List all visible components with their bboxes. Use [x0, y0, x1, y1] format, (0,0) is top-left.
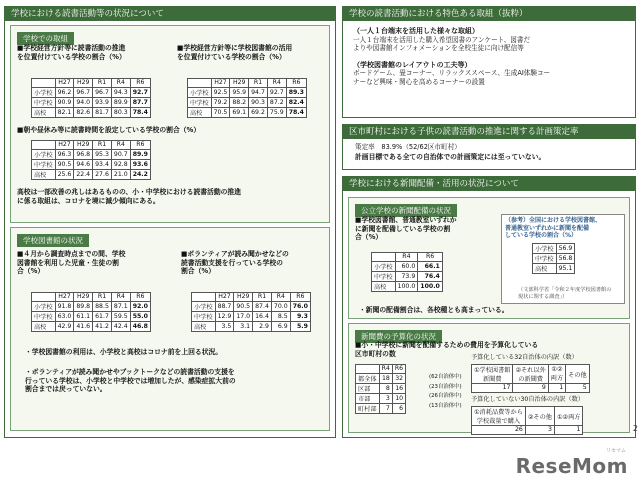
table-cell: 100.0 — [395, 281, 418, 291]
row-label: 中学校 — [188, 97, 212, 107]
table-row — [356, 373, 406, 383]
table-cell: 78.4 — [130, 107, 150, 117]
table-header-cell: その他 — [566, 365, 590, 384]
features-p2-l2: ナーなど興味・関心を高めるコーナーの設置 — [353, 77, 485, 86]
table-row — [188, 97, 307, 107]
efforts-note: 高校は一部改善の兆しはあるものの、小・中学校における読書活動の推進 に係る取組は、コロナを境に減少傾向にある。 — [17, 188, 242, 205]
table-cell: 55.0 — [130, 311, 150, 321]
table-cell: 79.2 — [211, 97, 230, 107]
table-row — [32, 107, 151, 117]
table-header-cell — [188, 79, 212, 88]
table-header-cell: R6 — [286, 79, 306, 88]
row-label: 中学校 — [32, 311, 56, 321]
table-header-cell — [192, 293, 216, 302]
table-cell: 96.8 — [74, 149, 93, 159]
table-cell: 76.0 — [290, 301, 310, 311]
table-row — [533, 254, 575, 264]
table-cell: 3 — [525, 426, 554, 435]
table-cell: 95.9 — [230, 87, 249, 97]
table-header-cell: ①学校図書館 新聞費 — [472, 365, 513, 384]
table-header-cell: R6 — [130, 293, 150, 302]
plan-panel — [342, 124, 636, 170]
row-note: (13自治体中) — [429, 402, 462, 409]
library-table2 — [191, 292, 311, 332]
row-note: (62自治体中) — [429, 374, 462, 380]
table-cell: 3 — [379, 393, 392, 403]
library-label: 学校図書館の状況 — [17, 234, 89, 247]
efforts-table1-title: ■学校経営方針等に読書活動の推進 を位置付けている学校の割合（%） — [17, 44, 126, 61]
table-cell: 8 — [379, 383, 392, 393]
table-header-cell: H27 — [215, 293, 234, 302]
features-p1-l1: 一人１台端末を活用した購入希望図書のアンケート、図書だ — [353, 35, 531, 44]
row-note: (26自治体中) — [429, 393, 462, 399]
table-cell: 73.9 — [395, 271, 418, 281]
row-label: 区部 — [356, 383, 380, 393]
table-cell: 3.5 — [215, 321, 234, 331]
breakdown2-table — [471, 406, 583, 435]
table-cell: 89.8 — [74, 301, 93, 311]
table-cell: 81.7 — [93, 107, 112, 117]
row-label: 小学校 — [32, 301, 56, 311]
efforts-table1 — [31, 78, 151, 118]
table-cell: 90.9 — [55, 97, 74, 107]
breakdown1-table — [471, 364, 590, 393]
table-row — [356, 403, 406, 413]
table-cell: 96.7 — [93, 87, 112, 97]
table-cell: 89.9 — [130, 149, 150, 159]
library-table2-title: ■ボランティアが読み聞かせなどの 読書活動支援を行っている学校の 割合（%） — [181, 250, 289, 275]
table-cell: 94.7 — [249, 87, 268, 97]
table-header-cell: H29 — [74, 293, 93, 302]
table-cell: 87.4 — [253, 301, 272, 311]
table-cell: 41.6 — [74, 321, 93, 331]
efforts-table3 — [31, 140, 151, 180]
table-cell: 3.1 — [234, 321, 253, 331]
row-label: 高校 — [372, 281, 396, 291]
row-label: 高校 — [188, 107, 212, 117]
table-header-row — [356, 365, 406, 374]
table-header-cell: H27 — [55, 293, 74, 302]
table-cell: 87.2 — [267, 97, 286, 107]
table-header-cell: ②それ以外 の新聞費 — [513, 365, 548, 384]
table-cell: 6 — [392, 403, 405, 413]
table-cell: 42.4 — [111, 321, 130, 331]
table-cell: 91.8 — [55, 301, 74, 311]
table-cell: 6.9 — [271, 321, 290, 331]
row-label: 小学校 — [533, 244, 557, 254]
table-header-cell: R4 — [111, 79, 130, 88]
table-cell: 88.7 — [215, 301, 234, 311]
table-header-row — [32, 141, 151, 150]
row-label: 高校 — [192, 321, 216, 331]
table-cell: 10 — [392, 393, 405, 403]
table-header-cell: H27 — [55, 141, 74, 150]
table-cell: 94.3 — [111, 87, 130, 97]
table-cell: 95.1 — [556, 264, 575, 274]
table-row — [188, 107, 307, 117]
reference-box — [501, 214, 625, 304]
table-header-cell — [32, 141, 56, 150]
plan-goal: 計画目標である全ての自治体での計画策定には至っていない。 — [355, 153, 546, 161]
table-header-cell: R4 — [379, 365, 392, 374]
table-cell: 5.9 — [290, 321, 310, 331]
table-cell: 1 — [554, 426, 582, 435]
table-cell: 93.4 — [93, 159, 112, 169]
features-h2: （学校図書館のレイアウトの工夫等） — [353, 60, 472, 69]
table-header-cell — [32, 79, 56, 88]
features-p1-l2: よりや図書館インフォメーションを全校生徒に向け配信等 — [353, 44, 524, 52]
distribution-desc: ■学校図書館、普通教室いずれか に新聞を配備している学校の割 合（%） — [355, 216, 457, 241]
table-cell: 90.7 — [111, 149, 130, 159]
newspaper-panel — [342, 176, 636, 438]
row-label: 中学校 — [32, 159, 56, 169]
row-label: 小学校 — [192, 301, 216, 311]
table-header-cell: R6 — [392, 365, 405, 374]
distribution-label: 公立学校の新聞配備の状況 — [355, 204, 457, 217]
table-cell: 41.2 — [93, 321, 112, 331]
row-label: 中学校 — [192, 311, 216, 321]
table-header-cell: R1 — [93, 79, 112, 88]
table-row — [533, 244, 575, 254]
row-label: 市部 — [356, 393, 380, 403]
table-cell: 56.9 — [556, 244, 575, 254]
library-table1-title: ■４月から調査時点までの間、学校 図書館を利用した児童・生徒の割 合（%） — [17, 250, 126, 275]
distribution-section — [348, 197, 630, 319]
table-cell: 60.0 — [395, 261, 418, 271]
table-cell: 78.4 — [286, 107, 306, 117]
table-row — [472, 426, 583, 435]
table-row — [372, 261, 443, 271]
efforts-table2-title: ■学校経営方針等に学校図書館の活用 を位置付けている学校の割合（%） — [177, 44, 293, 61]
table-cell: 22.4 — [74, 169, 93, 179]
table-cell: 92.8 — [111, 159, 130, 169]
table-header-cell: R6 — [418, 253, 443, 262]
table-header-row — [472, 365, 590, 384]
features-p2-l1: ボードゲーム、畳コーナー、リラックススペース、生成AI体験コー — [353, 69, 551, 77]
table-header-row — [32, 293, 151, 302]
table-header-cell: R4 — [271, 293, 290, 302]
table-cell: 9.3 — [290, 311, 310, 321]
table-cell: 89.3 — [286, 87, 306, 97]
table-cell: 89.9 — [111, 97, 130, 107]
table-header-cell: H29 — [74, 141, 93, 150]
row-label: 中学校 — [372, 271, 396, 281]
library-note2: ・ボランティアが読み聞かせやブックトークなどの読書活動の支援を 行っている学校は、小学校と中学校では増加したが、感染症拡大前の 割合までは戻っていない。 — [25, 368, 236, 393]
table-header-cell: R4 — [111, 141, 130, 150]
table-cell: 17.0 — [234, 311, 253, 321]
table-cell: 96.7 — [74, 87, 93, 97]
reference-table — [532, 243, 575, 274]
table-row — [32, 301, 151, 311]
table-cell: 87.7 — [130, 97, 150, 107]
school-efforts-section — [10, 25, 330, 223]
budget-section — [348, 323, 630, 433]
row-note: (23自治体中) — [429, 383, 462, 390]
table-header-cell: R1 — [93, 141, 112, 150]
table-cell: 56.8 — [556, 254, 575, 264]
table-cell: 69.2 — [249, 107, 268, 117]
table-header-row — [472, 407, 583, 426]
table-cell: 76.4 — [418, 271, 443, 281]
table-header-cell: R4 — [267, 79, 286, 88]
table-cell: 90.3 — [249, 97, 268, 107]
row-label: 高校 — [32, 321, 56, 331]
features-h1: （一人１台端末を活用した様々な取組） — [353, 27, 479, 35]
table-cell: 9 — [513, 384, 548, 393]
table-cell: 90.5 — [55, 159, 74, 169]
row-label: 小学校 — [372, 261, 396, 271]
table-row — [32, 159, 151, 169]
library-note1: ・学校図書館の利用は、小学校と高校はコロナ前を上回る状況。 — [25, 348, 223, 356]
table-row — [472, 384, 590, 393]
features-title: 学校の読書活動における特色ある取組（抜粋） — [343, 7, 635, 21]
row-label: 高校 — [32, 169, 56, 179]
table-row — [356, 383, 406, 393]
row-label: 中学校 — [533, 254, 557, 264]
table-cell: 21.0 — [111, 169, 130, 179]
table-header-cell: R1 — [93, 293, 112, 302]
table-cell: 46.8 — [130, 321, 150, 331]
efforts-table2 — [187, 78, 307, 118]
reference-source: （文部科学省「令和２年度学校図書館の 現状に関する調査」） — [518, 287, 612, 300]
table-header-cell — [32, 293, 56, 302]
row-label: 高校 — [533, 264, 557, 274]
table-cell: 66.1 — [418, 261, 443, 271]
table-header-cell: H29 — [230, 79, 249, 88]
table-cell: 17 — [472, 384, 513, 393]
table-cell: 5 — [566, 384, 590, 393]
newspaper-title: 学校における新聞配備・活用の状況について — [343, 177, 635, 191]
table-cell: 95.3 — [93, 149, 112, 159]
table-header-cell: R1 — [249, 79, 268, 88]
table-header-cell: R4 — [395, 253, 418, 262]
row-label: 小学校 — [32, 87, 56, 97]
plan-title: 区市町村における子供の読書活動の推進に関する計画策定率 — [343, 125, 635, 139]
table-header-row — [372, 253, 443, 262]
table-cell: 1 — [548, 384, 565, 393]
table-cell: 27.6 — [93, 169, 112, 179]
table-row — [32, 87, 151, 97]
table-cell: 88.2 — [230, 97, 249, 107]
table-header-cell: H27 — [55, 79, 74, 88]
table-cell: 16 — [392, 383, 405, 393]
budget-table — [355, 364, 406, 414]
row-label: 中学校 — [32, 97, 56, 107]
table-cell: 82.6 — [74, 107, 93, 117]
table-cell: 75.9 — [267, 107, 286, 117]
table-cell: 16.4 — [253, 311, 272, 321]
table-row — [32, 311, 151, 321]
table-row — [372, 271, 443, 281]
table-header-cell: R1 — [253, 293, 272, 302]
table-header-cell: ②その他 — [525, 407, 554, 426]
table-row — [32, 321, 151, 331]
table-cell: 94.6 — [74, 159, 93, 169]
table-cell: 2.9 — [253, 321, 272, 331]
library-section — [10, 227, 330, 431]
breakdown1-title: 予算化している32自治体の内訳（数） — [471, 354, 578, 361]
table-cell: 82.1 — [55, 107, 74, 117]
table-row — [533, 264, 575, 274]
table-cell: 8.5 — [271, 311, 290, 321]
table-cell: 70.0 — [271, 301, 290, 311]
table-header-cell: ①消耗品費等から 学校裁量で購入 — [472, 407, 526, 426]
brand-sub: リセマム — [606, 448, 626, 454]
table-cell: 94.0 — [74, 97, 93, 107]
table-header-cell: R4 — [111, 293, 130, 302]
budget-desc: ■小・中学校に新聞を配備するための費用を予算化している 区市町村の数 — [355, 341, 539, 358]
table-cell: 100.0 — [418, 281, 443, 291]
reference-title: （参考）全国における学校図書館、 普通教室いずれかに新聞を配備 している学校の割合（%） — [505, 217, 602, 239]
left-panel — [4, 6, 336, 438]
table-cell: 26 — [472, 426, 526, 435]
table-row — [192, 301, 311, 311]
table-cell: 92.7 — [130, 87, 150, 97]
budget-label: 新聞費の予算化の状況 — [355, 330, 442, 343]
page-number: 2 — [632, 424, 638, 433]
table-header-row — [32, 79, 151, 88]
table-header-cell: ①② 両方 — [548, 365, 565, 384]
row-label: 小学校 — [188, 87, 212, 97]
table-header-cell: R6 — [130, 79, 150, 88]
table-cell: 92.5 — [211, 87, 230, 97]
table-row — [192, 311, 311, 321]
table-row — [356, 393, 406, 403]
table-row — [32, 169, 151, 179]
row-label: 高校 — [32, 107, 56, 117]
distribution-table — [371, 252, 443, 292]
table-header-cell: H27 — [211, 79, 230, 88]
table-header-cell — [356, 365, 380, 374]
table-header-cell: H29 — [74, 79, 93, 88]
table-row — [32, 97, 151, 107]
table-cell: 92.0 — [130, 301, 150, 311]
table-cell: 59.5 — [111, 311, 130, 321]
table-cell: 80.3 — [111, 107, 130, 117]
table-row — [32, 149, 151, 159]
breakdown2-title: 予算化していない30自治体の内訳（数） — [471, 396, 585, 403]
left-panel-title: 学校における読書活動等の状況について — [5, 7, 335, 21]
table-cell: 24.2 — [130, 169, 150, 179]
table-header-cell: H29 — [234, 293, 253, 302]
features-panel — [342, 6, 636, 118]
row-label: 小学校 — [32, 149, 56, 159]
row-label: 都全体 — [356, 373, 380, 383]
table-header-cell: ①②両方 — [554, 407, 582, 426]
table-cell: 82.4 — [286, 97, 306, 107]
table-row — [192, 321, 311, 331]
features-body — [353, 27, 633, 86]
brand-logo: ReseMom — [515, 454, 628, 478]
table-cell: 42.9 — [55, 321, 74, 331]
plan-rate: 策定率 83.9%（52/62区市町村） — [355, 143, 461, 151]
table-cell: 92.7 — [267, 87, 286, 97]
table-cell: 90.5 — [234, 301, 253, 311]
table-cell: 96.2 — [55, 87, 74, 97]
table-cell: 25.6 — [55, 169, 74, 179]
table-header-cell: R6 — [130, 141, 150, 150]
table-cell: 93.9 — [93, 97, 112, 107]
table-header-row — [192, 293, 311, 302]
table-cell: 63.0 — [55, 311, 74, 321]
table-header-row — [188, 79, 307, 88]
table-cell: 70.5 — [211, 107, 230, 117]
table-cell: 32 — [392, 373, 405, 383]
table-cell: 61.1 — [74, 311, 93, 321]
library-table1 — [31, 292, 151, 332]
distribution-note: ・新聞の配備割合は、各校種とも高まっている。 — [359, 306, 509, 314]
table-cell: 87.1 — [111, 301, 130, 311]
table-cell: 18 — [379, 373, 392, 383]
table-row — [372, 281, 443, 291]
table-cell: 96.3 — [55, 149, 74, 159]
row-label: 町村部 — [356, 403, 380, 413]
table-header-cell: R6 — [290, 293, 310, 302]
table-header-cell — [372, 253, 396, 262]
table-cell: 88.5 — [93, 301, 112, 311]
table-cell: 7 — [379, 403, 392, 413]
table-cell: 61.7 — [93, 311, 112, 321]
efforts-table3-title: ■朝や昼休み等に読書時間を設定している学校の割合（%） — [17, 126, 201, 134]
school-efforts-label: 学校での取組 — [17, 32, 74, 45]
table-cell: 12.9 — [215, 311, 234, 321]
budget-row-notes — [429, 373, 462, 411]
table-cell: 93.6 — [130, 159, 150, 169]
table-cell: 69.1 — [230, 107, 249, 117]
table-row — [188, 87, 307, 97]
